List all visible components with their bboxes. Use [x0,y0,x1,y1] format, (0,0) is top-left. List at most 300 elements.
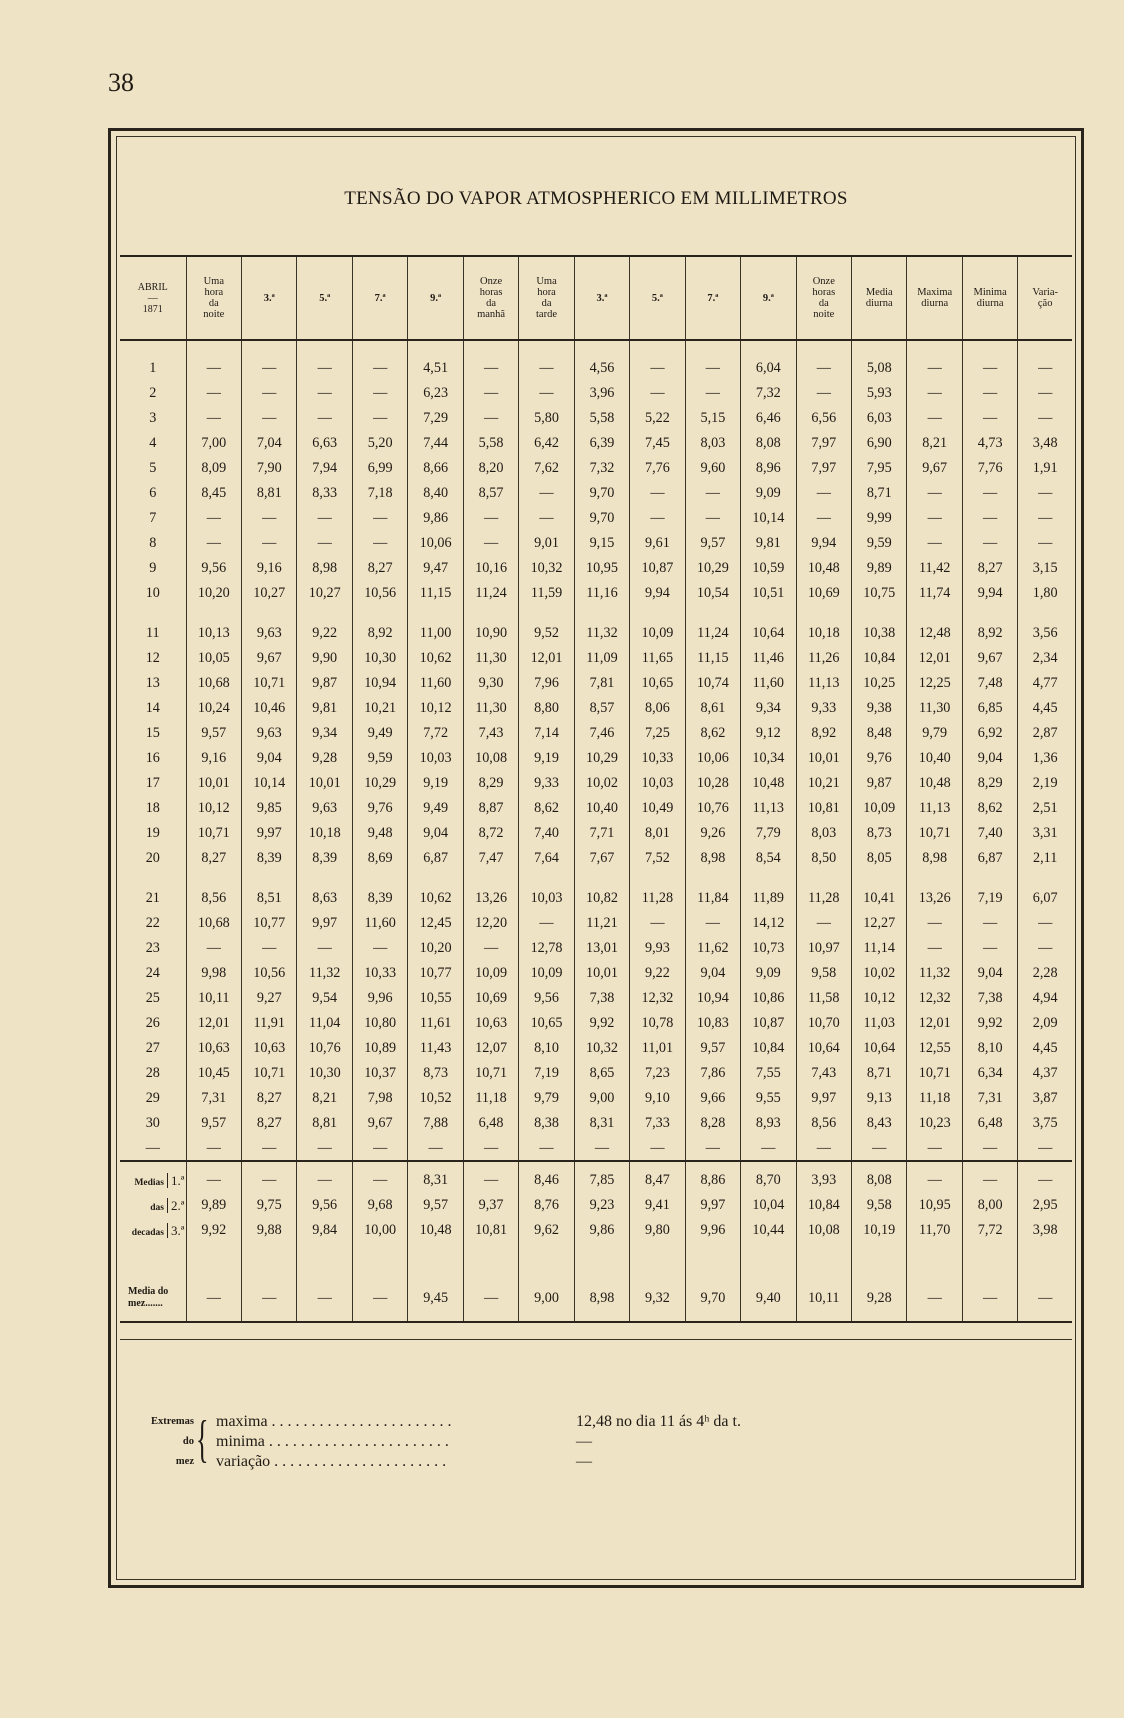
value-cell: 10,29 [685,556,740,581]
extreme-maxima-label: maxima . . . . . . . . . . . . . . . . . . . . . . . [216,1413,452,1430]
value-cell: 10,71 [242,1061,297,1086]
value-cell: 8,31 [408,1168,463,1193]
value-cell: — [519,911,574,936]
value-cell: 9,59 [852,531,907,556]
column-header: 9.ª [408,256,463,340]
value-cell: 10,29 [352,771,407,796]
value-cell: 8,86 [685,1168,740,1193]
value-cell: 8,62 [519,796,574,821]
value-cell: 8,27 [186,846,241,871]
value-cell: 10,33 [630,746,685,771]
value-cell: — [463,1275,518,1322]
table-row [120,796,1072,821]
value-cell: 10,06 [685,746,740,771]
value-cell: 12,25 [907,671,962,696]
value-cell: 5,22 [630,406,685,431]
value-cell: 11,18 [907,1086,962,1111]
value-cell: 10,62 [408,646,463,671]
dash-cell: — [630,1136,685,1161]
value-cell: 9,55 [741,1086,796,1111]
value-cell: 8,40 [408,481,463,506]
day-cell: 3 [149,410,157,426]
value-cell: 8,62 [685,721,740,746]
value-cell: 3,31 [1018,821,1072,846]
value-cell: 9,00 [519,1275,574,1322]
value-cell: — [297,936,352,961]
table-row [120,646,1072,671]
value-cell: 10,63 [186,1036,241,1061]
value-cell: 12,45 [408,911,463,936]
value-cell: 5,58 [463,431,518,456]
value-cell: 3,15 [1018,556,1072,581]
value-cell: 11,62 [685,936,740,961]
value-cell: 10,01 [186,771,241,796]
value-cell: 10,05 [186,646,241,671]
value-cell: 12,55 [907,1036,962,1061]
value-cell: 7,19 [519,1061,574,1086]
value-cell: 10,49 [630,796,685,821]
bottom-rule [120,1322,1072,1340]
value-cell: 7,44 [408,431,463,456]
value-cell: 12,27 [852,911,907,936]
value-cell: 10,03 [630,771,685,796]
value-cell: 9,62 [519,1218,574,1243]
day-cell: 29 [145,1090,160,1106]
value-cell: 10,69 [796,581,851,606]
value-cell: 9,27 [242,986,297,1011]
extreme-variacao-label: variação . . . . . . . . . . . . . . . . . . . . . . [216,1453,447,1470]
dash-cell: — [1018,1136,1072,1161]
value-cell: 6,42 [519,431,574,456]
value-cell: 9,41 [630,1193,685,1218]
value-cell: 7,52 [630,846,685,871]
value-cell: 9,99 [852,506,907,531]
column-header: Minima diurna [962,256,1017,340]
day-cell: 17 [145,775,160,791]
day-cell: 7 [149,510,157,526]
value-cell: 10,52 [408,1086,463,1111]
table-row [120,771,1072,796]
value-cell: — [685,356,740,381]
value-cell: — [463,381,518,406]
value-cell: 10,71 [907,821,962,846]
day-cell: 23 [145,940,160,956]
value-cell: — [630,911,685,936]
value-cell: 11,60 [352,911,407,936]
value-cell: — [907,381,962,406]
column-header: 5.ª [630,256,685,340]
table-row [120,556,1072,581]
value-cell: 6,23 [408,381,463,406]
value-cell: 10,94 [685,986,740,1011]
value-cell: 9,89 [186,1193,241,1218]
value-cell: 9,04 [962,961,1017,986]
day-cell: 16 [145,750,160,766]
value-cell: — [186,1168,241,1193]
value-cell: 8,73 [408,1061,463,1086]
value-cell: — [1018,506,1072,531]
value-cell: 10,73 [741,936,796,961]
value-cell: 10,76 [685,796,740,821]
value-cell: 10,77 [242,911,297,936]
value-cell: 10,01 [574,961,629,986]
value-cell: — [186,406,241,431]
table-row [120,1036,1072,1061]
value-cell: 10,02 [852,961,907,986]
value-cell: — [907,911,962,936]
month-mean-label: Media do mez....... [120,1275,186,1322]
value-cell: 10,33 [352,961,407,986]
table-row [120,1111,1072,1136]
value-cell: — [463,406,518,431]
value-cell: 11,30 [463,696,518,721]
value-cell: 1,91 [1018,456,1072,481]
value-cell: 11,74 [907,581,962,606]
value-cell: 10,59 [741,556,796,581]
value-cell: — [907,406,962,431]
value-cell: — [186,936,241,961]
value-cell: 11,03 [852,1011,907,1036]
value-cell: — [242,356,297,381]
value-cell: 8,65 [574,1061,629,1086]
value-cell: 9,16 [242,556,297,581]
value-cell: 8,27 [242,1086,297,1111]
spacer-row [120,606,1072,621]
value-cell: 9,59 [352,746,407,771]
value-cell: 11,13 [907,796,962,821]
value-cell: 9,57 [685,1036,740,1061]
value-cell: — [907,1275,962,1322]
value-cell: 8,01 [630,821,685,846]
value-cell: — [463,531,518,556]
value-cell: 3,98 [1018,1218,1072,1243]
value-cell: — [1018,406,1072,431]
value-cell: 9,52 [519,621,574,646]
value-cell: 10,12 [852,986,907,1011]
value-cell: 11,26 [796,646,851,671]
day-cell: Medias 1.ª [120,1168,186,1193]
value-cell: 8,21 [907,431,962,456]
value-cell: 8,69 [352,846,407,871]
value-cell: 10,63 [463,1011,518,1036]
value-cell: 8,73 [852,821,907,846]
value-cell: 7,00 [186,431,241,456]
page-number: 38 [108,68,134,97]
extreme-variacao-value: — [576,1453,592,1470]
value-cell: 10,44 [741,1218,796,1243]
brace-icon: { [196,1411,209,1468]
value-cell: 8,92 [962,621,1017,646]
value-cell: 8,54 [741,846,796,871]
value-cell: 8,81 [242,481,297,506]
value-cell: 6,39 [574,431,629,456]
value-cell: 9,22 [297,621,352,646]
value-cell: 12,78 [519,936,574,961]
value-cell: 2,87 [1018,721,1072,746]
value-cell: 7,72 [962,1218,1017,1243]
spacer-row [120,1243,1072,1275]
day-cell: 9 [149,560,157,576]
value-cell: 10,83 [685,1011,740,1036]
value-cell: 7,55 [741,1061,796,1086]
day-cell: 28 [145,1065,160,1081]
value-cell: — [630,481,685,506]
day-cell: 27 [145,1040,160,1056]
value-cell: 10,56 [242,961,297,986]
value-cell: — [796,481,851,506]
value-cell: 6,87 [408,846,463,871]
value-cell: 10,11 [186,986,241,1011]
value-cell: 7,72 [408,721,463,746]
value-cell: — [463,936,518,961]
table-row [120,406,1072,431]
value-cell: 10,54 [685,581,740,606]
value-cell: 9,97 [242,821,297,846]
value-cell: 8,96 [741,456,796,481]
dash-cell: — [186,1136,241,1161]
table-row [120,1061,1072,1086]
value-cell: 11,24 [685,621,740,646]
dash-cell: — [297,1136,352,1161]
value-cell: 11,42 [907,556,962,581]
value-cell: 9,49 [352,721,407,746]
value-cell: 9,85 [242,796,297,821]
day-cell: 6 [149,485,157,501]
value-cell: 9,70 [574,481,629,506]
value-cell: 10,09 [852,796,907,821]
value-cell: 9,79 [907,721,962,746]
value-cell: 9,76 [352,796,407,821]
value-cell: 8,27 [242,1111,297,1136]
header-month: ABRIL — 1871 [120,256,186,340]
table-row [120,581,1072,606]
value-cell: 4,51 [408,356,463,381]
value-cell: 9,67 [242,646,297,671]
value-cell: — [242,406,297,431]
value-cell: 7,33 [630,1111,685,1136]
value-cell: 13,26 [463,886,518,911]
value-cell: 13,26 [907,886,962,911]
value-cell: 7,94 [297,456,352,481]
value-cell: 10,08 [796,1218,851,1243]
value-cell: 2,51 [1018,796,1072,821]
day-cell: 8 [149,535,157,551]
value-cell: 9,23 [574,1193,629,1218]
value-cell: 7,98 [352,1086,407,1111]
value-cell: 10,14 [741,506,796,531]
value-cell: — [962,1275,1017,1322]
value-cell: 12,32 [907,986,962,1011]
value-cell: 9,48 [352,821,407,846]
value-cell: 6,63 [297,431,352,456]
dash-cell: — [741,1136,796,1161]
value-cell: 2,34 [1018,646,1072,671]
value-cell: 8,33 [297,481,352,506]
value-cell: 9,34 [297,721,352,746]
value-cell: 8,51 [242,886,297,911]
value-cell: 7,76 [630,456,685,481]
value-cell: — [685,911,740,936]
value-cell: 7,23 [630,1061,685,1086]
extremes-values [576,1412,741,1472]
table-row [120,986,1072,1011]
value-cell: 11,13 [741,796,796,821]
value-cell: 9,04 [685,961,740,986]
day-cell: 5 [149,460,157,476]
value-cell: — [352,936,407,961]
value-cell: 10,03 [519,886,574,911]
value-cell: — [685,506,740,531]
value-cell: 10,21 [796,771,851,796]
value-cell: 8,98 [574,1275,629,1322]
value-cell: 9,97 [297,911,352,936]
dash-cell: — [408,1136,463,1161]
column-header: Uma hora da noite [186,256,241,340]
table-row [120,821,1072,846]
value-cell: — [1018,356,1072,381]
value-cell: 12,32 [630,986,685,1011]
value-cell: 3,75 [1018,1111,1072,1136]
value-cell: 7,85 [574,1168,629,1193]
value-cell: 9,84 [297,1218,352,1243]
value-cell: 10,32 [519,556,574,581]
vapor-tension-table [120,255,1072,1340]
value-cell: 8,27 [352,556,407,581]
value-cell: 10,84 [741,1036,796,1061]
value-cell: 6,07 [1018,886,1072,911]
value-cell: 8,71 [852,1061,907,1086]
value-cell: — [962,911,1017,936]
value-cell: 10,65 [630,671,685,696]
value-cell: 10,01 [796,746,851,771]
value-cell: 10,18 [796,621,851,646]
value-cell: 10,21 [352,696,407,721]
value-cell: 8,46 [519,1168,574,1193]
value-cell: 7,43 [463,721,518,746]
value-cell: 8,28 [685,1111,740,1136]
value-cell: 4,45 [1018,696,1072,721]
separator-row [120,1161,1072,1168]
value-cell: 7,46 [574,721,629,746]
value-cell: 9,86 [574,1218,629,1243]
value-cell: 10,48 [741,771,796,796]
value-cell: 8,48 [852,721,907,746]
value-cell: 11,09 [574,646,629,671]
value-cell: 2,11 [1018,846,1072,871]
value-cell: — [962,531,1017,556]
value-cell: 10,86 [741,986,796,1011]
value-cell: 8,29 [463,771,518,796]
value-cell: 4,45 [1018,1036,1072,1061]
decade-label: das [150,1202,164,1213]
value-cell: 11,58 [796,986,851,1011]
value-cell: 9,12 [741,721,796,746]
value-cell: 11,65 [630,646,685,671]
value-cell: 10,76 [297,1036,352,1061]
value-cell: 11,43 [408,1036,463,1061]
value-cell: 11,60 [408,671,463,696]
dash-cell: — [852,1136,907,1161]
value-cell: — [907,936,962,961]
dash-cell: — [907,1136,962,1161]
value-cell: 4,94 [1018,986,1072,1011]
table-row [120,961,1072,986]
value-cell: 10,81 [796,796,851,821]
value-cell: 10,30 [297,1061,352,1086]
value-cell: — [519,356,574,381]
value-cell: 10,78 [630,1011,685,1036]
decade-label: Medias [134,1177,164,1188]
value-cell: 5,80 [519,406,574,431]
table-row [120,531,1072,556]
value-cell: 8,80 [519,696,574,721]
table-row [120,721,1072,746]
value-cell: — [186,1275,241,1322]
value-cell: — [186,506,241,531]
dash-cell: — [962,1136,1017,1161]
value-cell: — [242,936,297,961]
value-cell: — [907,1168,962,1193]
value-cell: 7,71 [574,821,629,846]
table-row [120,746,1072,771]
day-cell: 11 [145,625,160,641]
day-cell: 24 [145,965,160,981]
value-cell: — [186,531,241,556]
value-cell: 5,93 [852,381,907,406]
table-row [120,696,1072,721]
value-cell: 11,18 [463,1086,518,1111]
value-cell: 7,47 [463,846,518,871]
value-cell: — [1018,481,1072,506]
value-cell: 4,37 [1018,1061,1072,1086]
value-cell: 10,25 [852,671,907,696]
day-cell: 1 [149,360,157,376]
value-cell: 9,04 [242,746,297,771]
value-cell: — [352,406,407,431]
value-cell: — [352,356,407,381]
value-cell: 10,12 [408,696,463,721]
value-cell: 10,74 [685,671,740,696]
day-cell: 21 [145,890,160,906]
value-cell: 9,76 [852,746,907,771]
value-cell: 10,13 [186,621,241,646]
value-cell: 9,32 [630,1275,685,1322]
value-cell: 7,32 [574,456,629,481]
value-cell: 12,48 [907,621,962,646]
value-cell: 8,31 [574,1111,629,1136]
value-cell: 7,40 [962,821,1017,846]
value-cell: 10,84 [852,646,907,671]
value-cell: 9,19 [519,746,574,771]
value-cell: 9,26 [685,821,740,846]
value-cell: 7,97 [796,456,851,481]
value-cell: 6,48 [463,1111,518,1136]
value-cell: 10,06 [408,531,463,556]
value-cell: 10,02 [574,771,629,796]
value-cell: 7,04 [242,431,297,456]
value-cell: 10,37 [352,1061,407,1086]
value-cell: 10,69 [463,986,518,1011]
value-cell: 11,32 [574,621,629,646]
value-cell: — [242,1168,297,1193]
value-cell: 7,31 [962,1086,1017,1111]
value-cell: 10,51 [741,581,796,606]
value-cell: — [796,381,851,406]
value-cell: 12,01 [186,1011,241,1036]
table-row [120,506,1072,531]
value-cell: 9,92 [574,1011,629,1036]
value-cell: 10,64 [852,1036,907,1061]
